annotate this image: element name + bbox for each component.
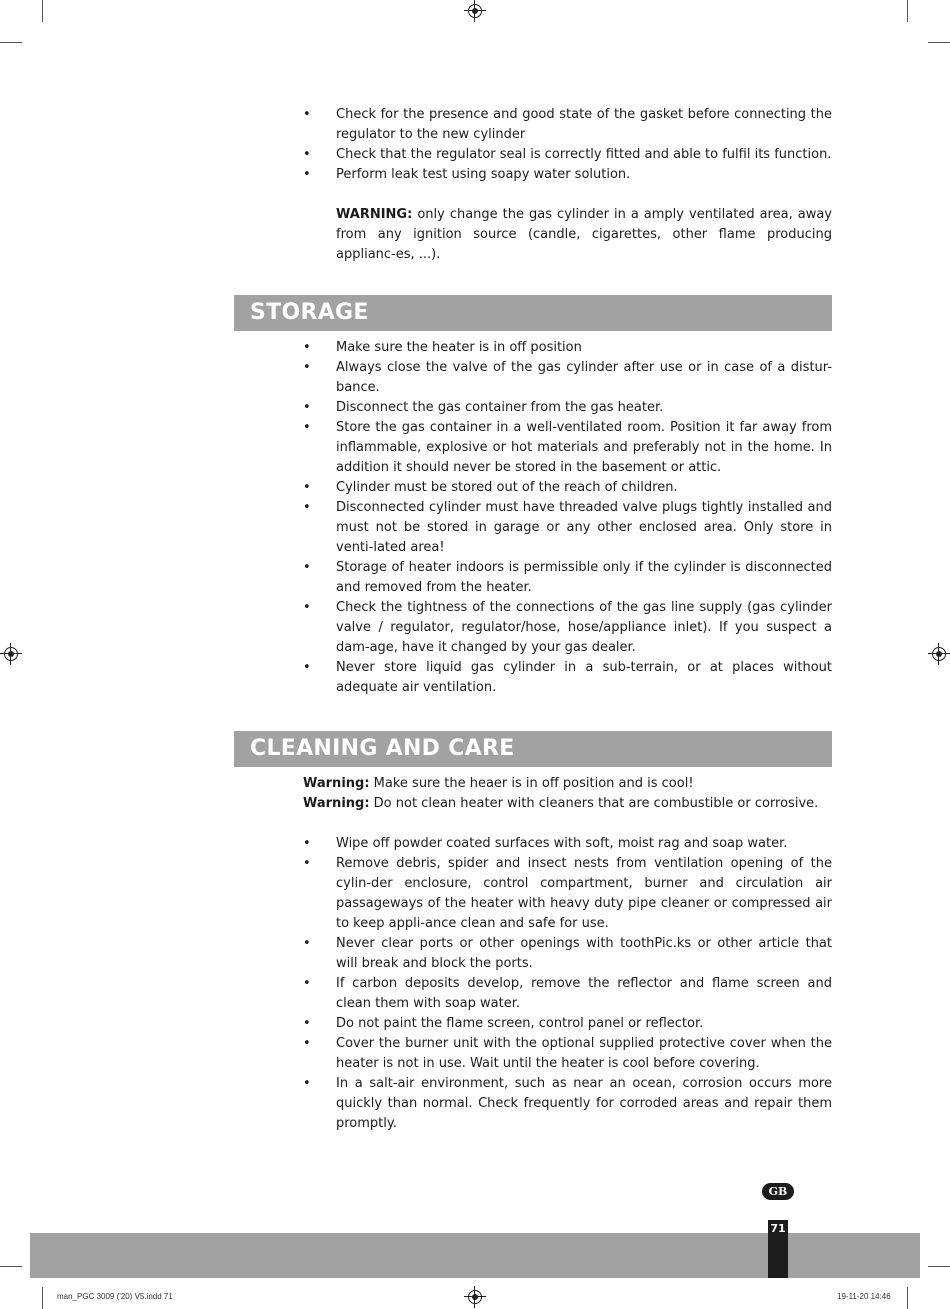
- crop-mark: [0, 1266, 22, 1267]
- warning-text: Do not clean heater with cleaners that are combustible or corrosive.: [369, 796, 819, 811]
- list-item: • Never store liquid gas cylinder in a sub-terrain, or at places without adequate air ventilation.: [303, 658, 832, 698]
- warning-text: Make sure the heaer is in off position and is cool!: [369, 776, 694, 791]
- list-item: • Perform leak test using soapy water solution.: [303, 165, 832, 185]
- cleaning-warning: [303, 794, 832, 814]
- section-heading-cleaning: CLEANING AND CARE: [234, 731, 832, 767]
- warning-text: only change the gas cylinder in a amply ventilated area, away from any ignition source (candle, cigarettes, other flame producing applianc-es, ...).: [336, 207, 832, 262]
- list-item: • Storage of heater indoors is permissible only if the cylinder is disconnected and removed from the heater.: [303, 558, 832, 598]
- list-item: • Check the tightness of the connections of the gas line supply (gas cylinder valve / regulator, regulator/hose, hose/appliance inlet). If you suspect a dam-age, have it changed by your gas dealer.: [303, 598, 832, 658]
- list-item: • Always close the valve of the gas cylinder after use or in case of a distur-bance.: [303, 358, 832, 398]
- crop-mark: [0, 42, 22, 43]
- crop-mark: [907, 1287, 908, 1309]
- list-item: • Remove debris, spider and insect nests from ventilation opening of the cylin-der enclosure, control compartment, burner and circulation air passageways of the heater with heavy duty pipe cleaner or compressed air to keep appli-ance clean and safe for use.: [303, 854, 832, 934]
- list-item: • Store the gas container in a well-ventilated room. Position it far away from inflammable, explosive or hot materials and preferably not in the home. In addition it should never be stored in the basement or attic.: [303, 418, 832, 478]
- language-badge: GB: [762, 1183, 794, 1200]
- cleaning-section: [303, 774, 832, 1134]
- crop-mark: [928, 1266, 950, 1267]
- storage-section: [303, 338, 832, 698]
- list-item: • If carbon deposits develop, remove the reflector and flame screen and clean them with soap water.: [303, 974, 832, 1014]
- list-item: • Check for the presence and good state of the gasket before connecting the regulator to the new cylinder: [303, 105, 832, 145]
- list-item: • Check that the regulator seal is correctly fitted and able to fulfil its function.: [303, 145, 832, 165]
- warning-label: Warning:: [303, 796, 370, 811]
- crop-mark: [42, 1287, 43, 1309]
- intro-bullet-list: [303, 105, 832, 185]
- registration-mark-icon: [468, 4, 482, 18]
- warning-label: Warning:: [303, 776, 370, 791]
- cleaning-bullet-list: [303, 834, 832, 1134]
- warning-label: WARNING:: [336, 207, 413, 222]
- list-item: • In a salt-air environment, such as near an ocean, corrosion occurs more quickly than normal. Check frequently for corroded areas and repair them promptly.: [303, 1074, 832, 1134]
- page-number: 71: [768, 1220, 788, 1278]
- list-item: • Disconnect the gas container from the gas heater.: [303, 398, 832, 418]
- registration-mark-icon: [4, 647, 18, 661]
- list-item: • Do not paint the flame screen, control panel or reflector.: [303, 1014, 832, 1034]
- crop-mark: [928, 42, 950, 43]
- registration-mark-icon: [468, 1290, 482, 1304]
- list-item: • Cover the burner unit with the optional supplied protective cover when the heater is not in use. Wait until the heater is cool before covering.: [303, 1034, 832, 1074]
- list-item: • Never clear ports or other openings with toothPic.ks or other article that will break and block the ports.: [303, 934, 832, 974]
- registration-mark-icon: [932, 647, 946, 661]
- crop-mark: [907, 0, 908, 22]
- list-item: • Cylinder must be stored out of the reach of children.: [303, 478, 832, 498]
- crop-mark: [42, 0, 43, 22]
- storage-bullet-list: [303, 338, 832, 698]
- gas-change-warning: [303, 205, 832, 265]
- date-slug: 19-11-20 14:46: [837, 1292, 891, 1301]
- intro-section: [303, 105, 832, 265]
- list-item: • Make sure the heater is in off position: [303, 338, 832, 358]
- cleaning-warning: [303, 774, 832, 794]
- list-item: • Wipe off powder coated surfaces with soft, moist rag and soap water.: [303, 834, 832, 854]
- list-item: • Disconnected cylinder must have threaded valve plugs tightly installed and must not be stored in garage or any other enclosed area. Only store in venti-lated area!: [303, 498, 832, 558]
- section-heading-storage: STORAGE: [234, 295, 832, 331]
- file-slug: man_PGC 3009 ('20) V5.indd 71: [57, 1292, 173, 1301]
